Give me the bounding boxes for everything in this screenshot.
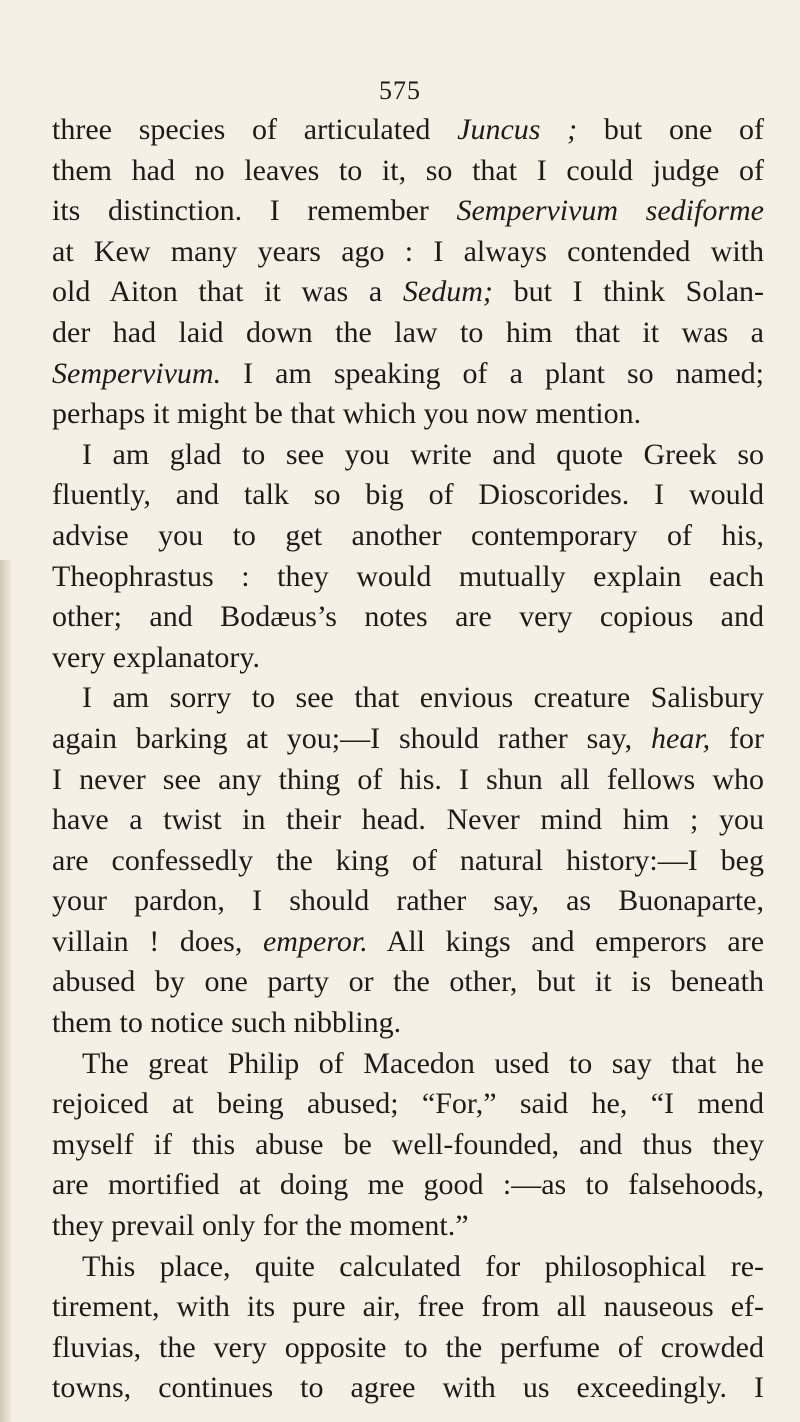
text-line xyxy=(52,1328,764,1369)
text-span: are confessedly the king of natural history:—I beg xyxy=(52,843,764,877)
text-line xyxy=(52,1003,764,1044)
text-line xyxy=(52,191,764,232)
text-span: are mortified at doing me good :—as to falsehoods, xyxy=(52,1168,764,1202)
text-line xyxy=(52,232,764,273)
text-line xyxy=(52,922,764,963)
text-span: towns, continues to agree with us exceedingly. I xyxy=(52,1371,764,1405)
text-span: This place, quite calculated for philosophical re- xyxy=(82,1249,764,1283)
text-span: Theophrastus : they would mutually explain each xyxy=(52,559,764,593)
text-line xyxy=(52,516,764,557)
text-line xyxy=(52,760,764,801)
text-span: your pardon, I should rather say, as Buonaparte, xyxy=(52,884,764,918)
text-span: fluently, and talk so big of Dioscorides. I would xyxy=(52,478,764,512)
text-line xyxy=(52,962,764,1003)
text-span: I am sorry to see that envious creature Salisbury xyxy=(82,681,764,715)
text-line xyxy=(52,475,764,516)
text-line xyxy=(52,110,764,151)
text-line xyxy=(52,638,764,679)
text-span: have a twist in their head. Never mind him ; you xyxy=(52,803,764,837)
text-line xyxy=(52,1287,764,1328)
text-span: but I think Solan- xyxy=(492,275,764,309)
text-span: The great Philip of Macedon used to say that he xyxy=(82,1046,764,1080)
text-span: old Aiton that it was a xyxy=(52,275,403,309)
text-span: them to notice such nibbling. xyxy=(52,1006,402,1040)
text-line xyxy=(52,719,764,760)
italic-text: Sedum; xyxy=(402,275,493,309)
text-line xyxy=(52,1125,764,1166)
text-span: very explanatory. xyxy=(52,640,260,674)
text-line xyxy=(52,800,764,841)
text-span: myself if this abuse be well-founded, and thus they xyxy=(52,1127,764,1161)
text-line xyxy=(52,597,764,638)
text-span: three species of articulated xyxy=(52,113,458,146)
text-span: other; and Bodæus’s notes are very copious and xyxy=(52,600,764,634)
text-span: abused by one party or the other, but it is beneath xyxy=(52,965,764,999)
text-span: I am glad to see you write and quote Greek so xyxy=(82,437,764,471)
text-line xyxy=(52,435,764,476)
text-span: for xyxy=(710,721,764,755)
text-line xyxy=(52,151,764,192)
text-span: at Kew many years ago : I always contended with xyxy=(52,234,764,268)
text-line xyxy=(52,881,764,922)
italic-text: emperor. xyxy=(262,924,368,958)
text-span: villain ! does, xyxy=(52,924,263,958)
text-span: again barking at you;—I should rather say, xyxy=(52,721,651,755)
body-text xyxy=(52,110,764,1409)
text-line xyxy=(52,313,764,354)
italic-text: Sempervivum. xyxy=(52,356,222,390)
text-span: fluvias, the very opposite to the perfume of crowded xyxy=(52,1330,764,1364)
text-span: they prevail only for the moment.” xyxy=(52,1209,469,1243)
text-span: rejoiced at being abused; “For,” said he, “I mend xyxy=(52,1087,764,1121)
text-line xyxy=(52,272,764,313)
text-line xyxy=(52,557,764,598)
italic-text: Sempervivum sediforme xyxy=(456,194,764,228)
text-span: tirement, with its pure air, free from all nauseous ef- xyxy=(52,1290,764,1324)
italic-text: Juncus ; xyxy=(457,113,578,146)
text-span: them had no leaves to it, so that I could judge of xyxy=(52,153,764,187)
text-span: advise you to get another contemporary of his, xyxy=(52,518,764,552)
text-line xyxy=(52,1165,764,1206)
text-span: I am speaking of a plant so named; xyxy=(221,356,764,390)
text-line xyxy=(52,1368,764,1409)
text-span: I never see any thing of his. I shun all fellows who xyxy=(52,762,764,796)
text-span: perhaps it might be that which you now mention. xyxy=(52,397,642,431)
text-span: but one of xyxy=(577,113,765,146)
page-number: 575 xyxy=(379,76,421,105)
text-line xyxy=(52,1044,764,1085)
text-line xyxy=(52,394,764,435)
text-line xyxy=(52,354,764,395)
text-line xyxy=(52,1247,764,1288)
text-line xyxy=(52,841,764,882)
italic-text: hear, xyxy=(651,721,711,755)
text-span: der had laid down the law to him that it was a xyxy=(52,315,764,349)
text-line xyxy=(52,1206,764,1247)
text-line xyxy=(52,678,764,719)
text-line xyxy=(52,1084,764,1125)
text-span: All kings and emperors are xyxy=(367,924,765,958)
text-span: its distinction. I remember xyxy=(52,194,457,228)
page-gutter-shadow xyxy=(0,560,12,1422)
